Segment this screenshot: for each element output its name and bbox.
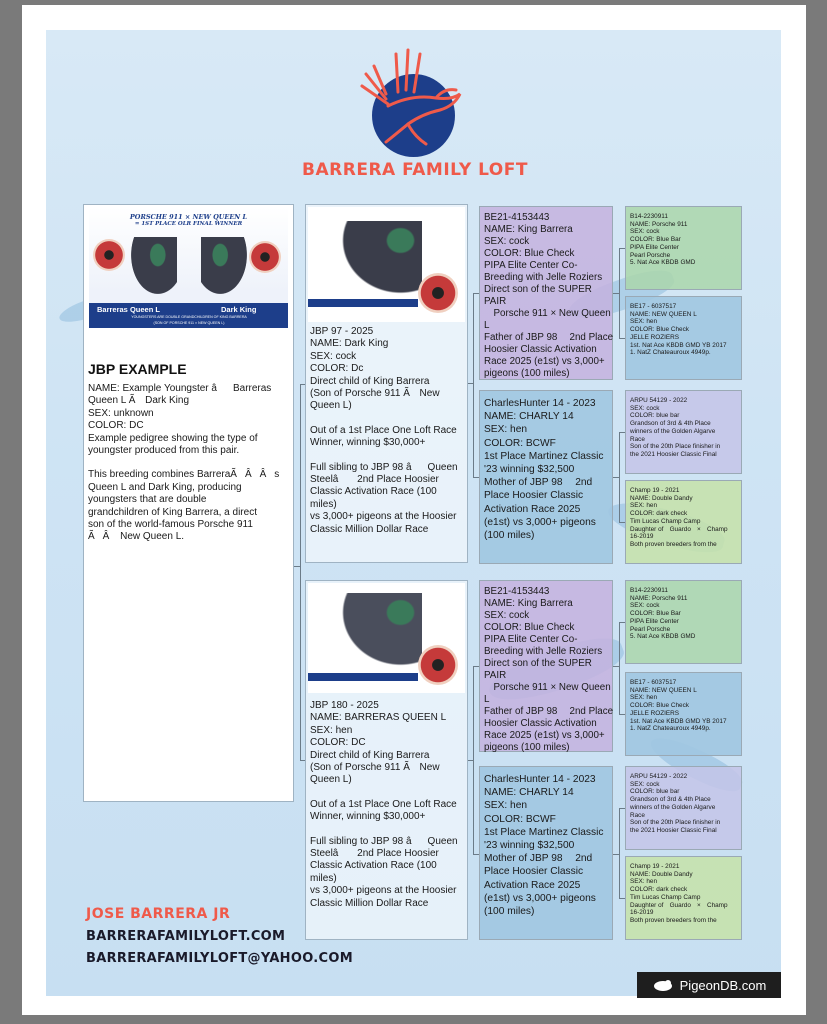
connector (619, 898, 625, 899)
detail-line: COLOR: DC (88, 420, 144, 432)
detail-line: 1st Place Martinez Classic (484, 826, 604, 838)
detail-line: SEX: unknown (88, 407, 154, 419)
connector (619, 808, 620, 898)
detail-line: Son of the 20th Place finisher in (630, 819, 721, 827)
detail-line: NAME: NEW QUEEN L (630, 310, 697, 318)
detail-line: PIPA Elite Center Co- (484, 260, 578, 271)
gg-card-2 (625, 296, 742, 380)
detail-line: COLOR: blue bar (630, 412, 680, 420)
detail-line: Queen L Ã Dark King (88, 395, 190, 407)
dam-thumb-banner (308, 673, 418, 681)
connector (473, 666, 479, 667)
detail-line: SEX: hen (630, 318, 658, 326)
detail-line: Example pedigree showing the type of (88, 432, 258, 444)
detail-line: NAME: NEW QUEEN L (630, 686, 697, 694)
sire-sire-card (479, 206, 613, 380)
thumb-left-name: Barreras Queen L (97, 305, 160, 314)
detail-line: Place Hoosier Classic (484, 866, 584, 878)
gg-card-5 (625, 580, 742, 664)
detail-line: NAME: Double Dandy (630, 870, 693, 878)
detail-line: PIPA Elite Center Co- (484, 634, 578, 645)
thumb-right-name: Dark King (221, 305, 257, 314)
connector (619, 522, 625, 523)
connector (300, 760, 305, 761)
owner-name: JOSE BARRERA JR (86, 906, 231, 922)
detail-line: Direct son of the SUPER PAIR (484, 658, 592, 681)
detail-line: 16-2019 (630, 909, 658, 917)
detail-line: Race 2025 (e1st) vs 3,000+ (484, 730, 605, 741)
detail-line: B14-2230911 (630, 587, 668, 594)
detail-line:  Porsche 911 × New Queen (484, 308, 611, 319)
detail-line: JBP 180 - 2025 (310, 700, 379, 711)
detail-line: BE17 - 6037517 (630, 679, 677, 686)
detail-line: Direct son of the SUPER PAIR (484, 284, 592, 307)
detail-line: NAME: Porsche 911 (630, 220, 688, 228)
detail-line: grandchildren of King Barrera, a direct (88, 506, 257, 518)
email-link[interactable]: BARRERAFAMILYLOFT@YAHOO.COM (86, 951, 353, 966)
detail-line: Father of JBP 98  2nd Place (484, 332, 614, 343)
detail-line: NAME: King Barrera (484, 224, 573, 235)
detail-line: 5. Nat Ace KBDB GMD (630, 259, 696, 267)
detail-line: ARPU 54129 - 2022 (630, 773, 688, 780)
detail-line: Daughter of Guardo × Champ (630, 901, 728, 909)
detail-line: Champ 19 - 2021 (630, 487, 680, 494)
detail-line: L (484, 320, 490, 331)
detail-line: NAME: Porsche 911 (630, 594, 688, 602)
detail-line: youngster produced from this pair. (88, 445, 240, 457)
detail-line: This breeding combines BarreraÃÂÂs (88, 469, 280, 481)
detail-line: Full sibling to JBP 98 âQueen (310, 835, 458, 847)
detail-line: BE21-4153443 (484, 586, 550, 597)
detail-line: Mother of JBP 98  2nd (484, 477, 593, 489)
thumb-pigeon-right (201, 237, 249, 297)
detail-line: pigeons (100 miles) (484, 368, 570, 379)
gg-card-8 (625, 856, 742, 940)
connector (300, 384, 305, 385)
brand-title: BARRERA FAMILY LOFT (302, 160, 528, 180)
detail-line: BE21-4153443 (484, 212, 550, 223)
connector (619, 622, 625, 623)
gg-card-4 (625, 480, 742, 564)
sire-thumbnail (308, 207, 465, 322)
detail-line: Classic Million Dollar Race (310, 897, 429, 909)
detail-line: winners of the Golden Algarve (630, 427, 716, 435)
dam-dam-card (479, 766, 613, 940)
dam-sire-card (479, 580, 613, 752)
subject-details (88, 383, 293, 544)
detail-line: Full sibling to JBP 98 âQueen (310, 461, 458, 473)
detail-line: PIPA Elite Center (630, 243, 679, 251)
detail-line: 1st. Nat Ace KBDB GMD YB 2017 (630, 341, 727, 349)
detail-line: Both proven breeders from the (630, 540, 717, 548)
detail-line: SEX: hen (484, 424, 528, 436)
detail-line: Race (630, 811, 645, 819)
connector (473, 293, 479, 294)
detail-line: COLOR: Blue Check (630, 702, 689, 710)
detail-line: NAME: CHARLY 14 (484, 411, 574, 423)
detail-line: COLOR: Blue Bar (630, 236, 681, 244)
sire-sire-details (484, 212, 614, 380)
detail-line: (Son of Porsche 911 Ã New (310, 762, 440, 774)
detail-line: Tim Lucas Champ Camp (630, 517, 701, 525)
detail-line: youngsters that are double (88, 494, 207, 506)
detail-line: NAME: King Barrera (484, 598, 573, 609)
detail-line: Pearl Porsche (630, 251, 671, 259)
connector (619, 714, 625, 715)
detail-line: Breeding with Jelle Roziers (484, 272, 603, 283)
detail-line: son of the world-famous Porsche 911 (88, 519, 253, 531)
detail-line (88, 457, 293, 469)
detail-line: SEX: cock (630, 228, 660, 236)
detail-line: NAME: Example Youngster âBarreras (88, 383, 272, 394)
website-link[interactable]: BARRERAFAMILYLOFT.COM (86, 929, 286, 944)
thumb-subtitle: = 1ST PLACE OLR FINAL WINNER (134, 221, 243, 227)
detail-line: Place Hoosier Classic (484, 490, 584, 502)
detail-line: 1. NatZ Chateauroux 4949p. (630, 725, 711, 733)
thumb-eye-left (93, 239, 125, 271)
gg-card-1 (625, 206, 742, 290)
detail-line: Mother of JBP 98  2nd (484, 853, 593, 865)
sire-dam-card (479, 390, 613, 564)
detail-line: SEX: cock (484, 236, 530, 247)
detail-line: Steelâ 2nd Place Hoosier (310, 474, 439, 486)
detail-line: Race 2025 (e1st) vs 3,000+ (484, 356, 605, 367)
connector (473, 666, 474, 854)
detail-line: COLOR: Blue Check (484, 622, 575, 633)
detail-line: ARPU 54129 - 2022 (630, 397, 688, 404)
detail-line: COLOR: Blue Bar (630, 610, 681, 618)
connector (473, 293, 474, 477)
detail-line: (100 miles) (484, 530, 535, 542)
detail-line: (e1st) vs 3,000+ pigeons (484, 516, 596, 528)
connector (619, 432, 625, 433)
detail-line: Classic Activation Race (100 (310, 860, 437, 872)
detail-line: Classic Activation Race (100 (310, 486, 437, 498)
pigeondb-logo-icon (652, 978, 674, 992)
detail-line: Breeding with Jelle Roziers (484, 646, 603, 657)
detail-line: the 2021 Hoosier Classic Final (630, 826, 717, 834)
detail-line: NAME: BARRERAS QUEEN L (310, 712, 447, 724)
detail-line: Daughter of Guardo × Champ (630, 525, 728, 533)
detail-line: NAME: Dark King (310, 338, 389, 350)
detail-line (310, 450, 468, 462)
gg-card-6 (625, 672, 742, 756)
detail-line (310, 824, 468, 836)
detail-line: vs 3,000+ pigeons at the Hoosier (310, 885, 457, 897)
detail-line: B14-2230911 (630, 213, 668, 220)
detail-line: winners of the Golden Algarve (630, 803, 716, 811)
detail-line: (e1st) vs 3,000+ pigeons (484, 892, 596, 904)
subject-card (83, 204, 294, 802)
dam-eye (418, 645, 458, 685)
detail-line: Tim Lucas Champ Camp (630, 893, 701, 901)
detail-line: Grandson of 3rd & 4th Place (630, 796, 711, 804)
detail-line: Queen L) (310, 774, 352, 786)
detail-line: SEX: hen (630, 694, 658, 702)
detail-line: miles) (310, 498, 337, 510)
detail-line: Out of a 1st Place One Loft Race (310, 424, 457, 436)
detail-line: SEX: cock (630, 404, 660, 412)
detail-line: Steelâ 2nd Place Hoosier (310, 848, 439, 860)
detail-line: L (484, 694, 490, 705)
connector (619, 248, 620, 338)
detail-line:  Porsche 911 × New Queen (484, 682, 611, 693)
detail-line: COLOR: BCWF (484, 813, 556, 825)
detail-line: COLOR: Dc (310, 363, 364, 375)
detail-line: 16-2019 (630, 533, 658, 541)
detail-line: Son of the 20th Place finisher in (630, 443, 721, 451)
connector (473, 477, 479, 478)
detail-line: COLOR: blue bar (630, 788, 680, 796)
detail-line: Activation Race 2025 (484, 879, 581, 891)
pigeondb-badge[interactable] (637, 972, 781, 998)
subject-thumbnail (89, 207, 288, 328)
detail-line: Direct child of King Barrera (310, 749, 430, 761)
detail-line: SEX: cock (630, 780, 660, 788)
detail-line: '23 winning $32,500 (484, 840, 575, 852)
detail-line: Champ 19 - 2021 (630, 863, 680, 870)
detail-line: Hoosier Classic Activation (484, 344, 597, 355)
dam-details (310, 700, 468, 910)
detail-line: 5. Nat Ace KBDB GMD (630, 633, 696, 641)
detail-line: SEX: cock (630, 602, 660, 610)
detail-line: Classic Million Dollar Race (310, 523, 429, 535)
detail-line: SEX: hen (310, 724, 353, 736)
detail-line: SEX: hen (484, 800, 528, 812)
detail-line: Out of a 1st Place One Loft Race (310, 798, 457, 810)
detail-line: NAME: CHARLY 14 (484, 787, 574, 799)
gg-card-3 (625, 390, 742, 474)
detail-line: PIPA Elite Center (630, 617, 679, 625)
detail-line: Winner, winning $30,000+ (310, 437, 426, 449)
detail-line: Race (630, 435, 645, 443)
pigeondb-label: PigeonDB.com (679, 977, 767, 993)
subject-heading: JBP EXAMPLE (88, 361, 187, 377)
dam-pigeon (336, 593, 422, 671)
detail-line: COLOR: Blue Check (630, 326, 689, 334)
detail-line (310, 787, 468, 799)
detail-line: SEX: hen (630, 878, 658, 886)
detail-line: Father of JBP 98  2nd Place (484, 706, 614, 717)
detail-line: Queen L) (310, 400, 352, 412)
connector (619, 808, 625, 809)
dam-thumbnail (308, 583, 465, 693)
sire-card (305, 204, 468, 563)
detail-line: CharlesHunter 14 - 2023 (484, 774, 596, 785)
detail-line: (Son of Porsche 911 Ã New (310, 388, 440, 400)
detail-line: pigeons (100 miles) (484, 742, 570, 753)
logo-bird-icon (352, 44, 472, 154)
detail-line: CharlesHunter 14 - 2023 (484, 398, 596, 409)
connector (300, 384, 301, 760)
detail-line: the 2021 Hoosier Classic Final (630, 450, 717, 458)
dam-card (305, 580, 468, 940)
detail-line: JELLE ROZIERS (630, 333, 680, 341)
detail-line: 1st. Nat Ace KBDB GMD YB 2017 (630, 717, 727, 725)
detail-line (310, 413, 468, 425)
detail-line: COLOR: Blue Check (484, 248, 575, 259)
sire-pigeon (336, 221, 422, 299)
detail-line: Queen L and Dark King, producing (88, 481, 242, 493)
connector (619, 622, 620, 714)
detail-line: COLOR: dark check (630, 886, 688, 894)
detail-line: Direct child of King Barrera (310, 375, 430, 387)
detail-line: Pearl Porsche (630, 625, 671, 633)
sire-thumb-banner (308, 299, 418, 307)
detail-line: 1. NatZ Chateauroux 4949p. (630, 349, 711, 357)
detail-line: COLOR: BCWF (484, 437, 556, 449)
sire-details (310, 326, 468, 536)
detail-line: Grandson of 3rd & 4th Place (630, 420, 711, 428)
thumb-caption-2: (SON OF PORSCHE 911 × NEW QUEEN L) (153, 321, 225, 325)
detail-line: COLOR: dark check (630, 510, 688, 518)
sire-eye (418, 273, 458, 313)
detail-line: NAME: Double Dandy (630, 494, 693, 502)
detail-line: miles) (310, 872, 337, 884)
thumb-caption: YOUNGSTERS ARE DOUBLE GRANDCHILDREN OF KING BARRERA (131, 315, 247, 319)
dam-dam-details (484, 773, 614, 918)
gg-card-7 (625, 766, 742, 850)
detail-line: (100 miles) (484, 906, 535, 918)
detail-line: Activation Race 2025 (484, 503, 581, 515)
thumb-title: PORSCHE 911 × NEW QUEEN L (129, 213, 248, 221)
detail-line: 1st Place Martinez Classic (484, 450, 604, 462)
detail-line: JELLE ROZIERS (630, 709, 680, 717)
connector (619, 338, 625, 339)
detail-line: Winner, winning $30,000+ (310, 811, 426, 823)
detail-line: SEX: hen (630, 502, 658, 510)
detail-line: SEX: cock (310, 350, 357, 362)
detail-line: BE17 - 6037517 (630, 303, 677, 310)
detail-line: ÃÂ New Queen L. (88, 531, 185, 543)
connector (619, 432, 620, 522)
dam-sire-details (484, 586, 614, 754)
detail-line: COLOR: DC (310, 737, 366, 749)
detail-line: SEX: cock (484, 610, 530, 621)
detail-line: vs 3,000+ pigeons at the Hoosier (310, 511, 457, 523)
thumb-eye-right (249, 241, 281, 273)
connector (473, 854, 479, 855)
detail-line: Hoosier Classic Activation (484, 718, 597, 729)
detail-line: '23 winning $32,500 (484, 464, 575, 476)
detail-line: JBP 97 - 2025 (310, 326, 374, 337)
thumb-pigeon-left (129, 237, 177, 297)
sire-dam-details (484, 397, 614, 542)
connector (619, 248, 625, 249)
detail-line: Both proven breeders from the (630, 916, 717, 924)
